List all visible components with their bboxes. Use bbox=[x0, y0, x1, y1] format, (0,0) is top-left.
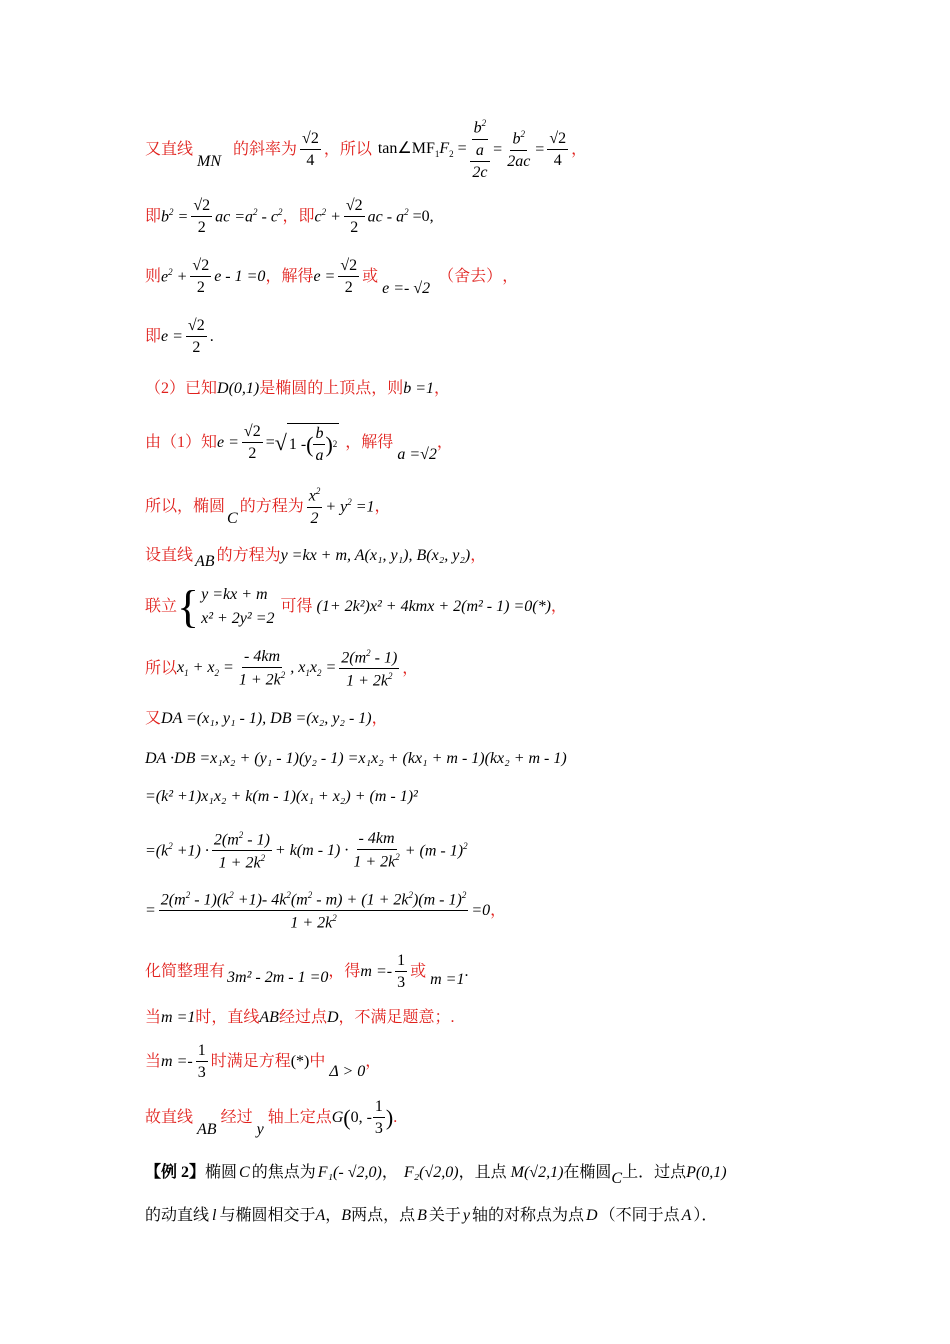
math: G bbox=[331, 1109, 344, 1126]
text: 上．过点 bbox=[622, 1164, 687, 1181]
text: ， bbox=[365, 1053, 382, 1070]
text: 所以，椭圆 bbox=[145, 498, 226, 515]
math: x² + 2y² =2 bbox=[201, 610, 275, 627]
math: C bbox=[611, 1170, 623, 1187]
text: 当 bbox=[145, 1009, 162, 1026]
line-case-m-third: 当 m =- $\frac{1}{3}$ 时满足方程 (*) 中 Δ > 0 ， bbox=[145, 1042, 382, 1081]
text: ，且点 bbox=[458, 1164, 507, 1181]
text: 化简整理有 bbox=[145, 963, 226, 980]
text: 椭圆 bbox=[205, 1164, 238, 1181]
math: y =kx + m bbox=[201, 586, 268, 603]
math: DA =(x₁, y₁ - 1), DB =(x₂, y₂ - 1) bbox=[161, 710, 372, 727]
fraction: $\frac{√2}{4}$ bbox=[302, 130, 319, 169]
line-part2 bbox=[145, 376, 450, 402]
text: 经过 bbox=[220, 1109, 253, 1126]
math: AB bbox=[259, 1009, 279, 1026]
line-combined: = $\frac{2(m^2 - 1)(k^2 +1)- 4k^2(m^2 - m) + (1 + 2k^2)(m - 1)^2}{1 + 2k^2}$ =0 ， bbox=[145, 889, 507, 932]
line-dot-product bbox=[145, 746, 567, 772]
text: 的方程为 bbox=[216, 547, 281, 564]
math: AB bbox=[195, 553, 215, 570]
math: l bbox=[212, 1207, 217, 1224]
math: D(0,1) bbox=[217, 380, 260, 397]
text: 故直线 bbox=[145, 1109, 194, 1126]
text: ， bbox=[434, 380, 451, 397]
text: 即 bbox=[145, 208, 162, 225]
fraction: $\frac{√2}{2}$ bbox=[192, 257, 210, 296]
math: y bbox=[462, 1207, 470, 1224]
text: 是椭圆的上顶点，则 bbox=[259, 380, 404, 397]
fraction: $\frac{b^2}{2ac}$ bbox=[507, 129, 531, 170]
math: MN bbox=[197, 153, 222, 170]
text: 在椭圆 bbox=[563, 1164, 612, 1181]
fraction: $\frac{√2}{2}$ bbox=[187, 317, 205, 356]
text: 与椭圆相交于 bbox=[219, 1207, 316, 1224]
fraction: $\frac{1}{3}$ bbox=[397, 952, 406, 991]
math: C bbox=[239, 1164, 250, 1181]
fraction: $\frac{x^2}{2}$ bbox=[308, 486, 321, 527]
math: D bbox=[326, 1009, 339, 1026]
math: =0, bbox=[412, 208, 434, 225]
math: (1+ 2k²)x² + 4kmx + 2(m² - 1) =0(*) bbox=[316, 598, 551, 615]
math: AB bbox=[197, 1121, 217, 1138]
line-e-equation: 则 $e^2$ + $\frac{√2}{2}$ e - 1 =0 ，解得 e = $\frac{√2}{2}$ 或 e =- √2 （舍去） ， bbox=[145, 257, 519, 297]
math: a =√2 bbox=[397, 446, 437, 463]
text: ， bbox=[381, 1164, 398, 1181]
text: 即 bbox=[145, 328, 162, 345]
text: 的方程为 bbox=[239, 498, 304, 515]
line-vieta: 所以 $x_1 + x_2$ = $\frac{- 4km}{1 + 2k^2}$ , $x_1x_2$ = $\frac{2(m^2 - 1)}{1 + 2k^2}$ ， bbox=[145, 647, 419, 690]
text: 关于 bbox=[428, 1207, 461, 1224]
text: 的动直线 bbox=[145, 1207, 210, 1224]
text: ， bbox=[371, 710, 388, 727]
math-text: tan∠MF bbox=[377, 139, 435, 157]
text: ，解得 bbox=[345, 434, 394, 451]
text: ， bbox=[470, 547, 487, 564]
line-ellipse-equation: 所以，椭圆 C 的方程为 $\frac{x^2}{2}$ + $y^2 =1$ ， bbox=[145, 486, 391, 527]
fraction: $\frac{2(m^2 - 1)}{1 + 2k^2}$ bbox=[213, 829, 270, 872]
fraction: $\frac{√2}{2}$ bbox=[193, 197, 211, 236]
math: F₁(- √2,0) bbox=[317, 1164, 382, 1181]
fraction: $\frac{√2}{2}$ bbox=[243, 423, 261, 462]
example-tag: 【例 2】 bbox=[145, 1164, 206, 1181]
math: e =- √2 bbox=[382, 280, 431, 297]
fraction: $\frac{- 4km}{1 + 2k^2}$ bbox=[238, 648, 286, 689]
math: 3m² - 2m - 1 =0 bbox=[227, 969, 329, 986]
math: $\tan\angle MF_1F_2$ = bbox=[377, 139, 467, 160]
text: 时，直线 bbox=[195, 1009, 260, 1026]
line-slope: 又直线 MN 的斜率为 $\frac{√2}{4}$ ，所以 $\tan\angle MF_1F_2$ = $\frac{\frac{b^2}{a}}{2c}$ = $\frac{b^2}{2ac}$ = $\frac{√2}{4}$ ， bbox=[145, 118, 588, 181]
math: m =1 bbox=[430, 971, 465, 988]
fraction: $\frac{\frac{b^2}{a}}{2c}$ bbox=[470, 119, 491, 180]
line-substitute: $=(k^2 +1)$ · $\frac{2(m^2 - 1)}{1 + 2k^2}$ + k(m - 1) · $\frac{- 4km}{1 + 2k^2}$ + (m - 1)$^2$ bbox=[145, 829, 468, 872]
text: 设直线 bbox=[145, 547, 194, 564]
line-conclusion: 故直线 AB 经过 y 轴上定点 G ( 0, - $\frac{1}{3}$ ) . bbox=[145, 1098, 398, 1138]
text: 经过点 bbox=[278, 1009, 327, 1026]
text: 的斜率为 bbox=[233, 141, 298, 158]
fraction: $\frac{1}{3}$ bbox=[197, 1042, 206, 1081]
text: ， bbox=[325, 1207, 342, 1224]
math: y bbox=[256, 1121, 264, 1138]
math: Δ > 0 bbox=[329, 1063, 366, 1080]
text: ， bbox=[402, 660, 419, 677]
text: . bbox=[393, 1109, 398, 1126]
math: =(k² +1)x₁x₂ + k(m - 1)(x₁ + x₂) + (m - 1)² bbox=[145, 788, 418, 805]
line-case-m1 bbox=[145, 1005, 455, 1031]
math: . bbox=[209, 328, 214, 345]
math: C bbox=[227, 510, 238, 527]
text: ， bbox=[571, 141, 588, 158]
text: 或 bbox=[410, 963, 427, 980]
text: ， bbox=[550, 598, 567, 615]
text: ， bbox=[374, 498, 391, 515]
example-2-line-2 bbox=[145, 1203, 717, 1229]
text: ，即 bbox=[282, 208, 315, 225]
math: =0 bbox=[471, 902, 491, 919]
text: 可得 bbox=[280, 598, 313, 615]
text: 时满足方程 bbox=[210, 1053, 291, 1070]
text: ， bbox=[490, 902, 507, 919]
text: 两点，点 bbox=[351, 1207, 416, 1224]
line-system: 联立 { y =kx + m x² + 2y² =2 可得 (1+ 2k²)x² + 4kmx + 2(m² - 1) =0(*) ， bbox=[145, 581, 567, 632]
line-solve-a: 由（1）知 e = $\frac{√2}{2}$ = √ 1 - ( $\frac{b}{a}$ ) 2 ，解得 a =√2 ， bbox=[145, 423, 453, 464]
math: DA ·DB =x₁x₂ + (y₁ - 1)(y₂ - 1) =x₁x₂ + (kx₁ + m - 1)(kx₂ + m - 1) bbox=[145, 750, 567, 767]
line-e-result: 即 e = $\frac{√2}{2}$ . bbox=[145, 317, 214, 356]
text: ，所以 bbox=[323, 141, 372, 158]
text: 又直线 bbox=[145, 141, 194, 158]
text: ， bbox=[502, 268, 519, 285]
math: B bbox=[341, 1207, 352, 1224]
text: 中 bbox=[309, 1053, 326, 1070]
text: 所以 bbox=[145, 660, 178, 677]
line-set-ab bbox=[145, 543, 486, 569]
fraction: $\frac{√2}{4}$ bbox=[549, 130, 567, 169]
math: (*) bbox=[290, 1053, 310, 1070]
math: . bbox=[464, 963, 469, 980]
math: b =1 bbox=[403, 380, 435, 397]
fraction: $\frac{2(m^2 - 1)}{1 + 2k^2}$ bbox=[341, 647, 398, 690]
text: ， bbox=[436, 434, 453, 451]
text: 的焦点为 bbox=[251, 1164, 316, 1181]
text: 由（1）知 bbox=[145, 434, 218, 451]
text: ）． bbox=[693, 1207, 718, 1224]
fraction: $\frac{√2}{2}$ bbox=[340, 257, 358, 296]
math: A bbox=[315, 1207, 326, 1224]
math: m =1 bbox=[161, 1009, 196, 1026]
text: （不同于点 bbox=[599, 1207, 680, 1224]
math: A bbox=[681, 1207, 692, 1224]
line-b-squared: 即 $b^2$ = $\frac{√2}{2}$ ac $=a^2 - c^2$ ，即 $c^2$ + $\frac{√2}{2}$ ac - $a^2$ =0, bbox=[145, 197, 434, 236]
fraction: $\frac{√2}{2}$ bbox=[345, 197, 363, 236]
text: ，解得 bbox=[265, 268, 314, 285]
text: 联立 bbox=[145, 598, 178, 615]
math: y =kx + m, A(x₁, y₁), B(x₂, y₂) bbox=[280, 547, 471, 564]
line-simplify: 化简整理有 3m² - 2m - 1 =0 ，得 m =- $\frac{1}{3}$ 或 m =1 . bbox=[145, 952, 469, 991]
fraction: $\frac{2(m^2 - 1)(k^2 +1)- 4k^2(m^2 - m) + (1 + 2k^2)(m - 1)^2}{1 + 2k^2}$ bbox=[160, 889, 467, 932]
sqrt-expression: √ 1 - ( $\frac{b}{a}$ ) 2 bbox=[274, 424, 338, 464]
text: ，得 bbox=[328, 963, 361, 980]
math: D bbox=[586, 1207, 598, 1224]
math: B bbox=[417, 1207, 427, 1224]
text: 则 bbox=[145, 268, 162, 285]
line-expand bbox=[145, 784, 418, 810]
text: 轴上定点 bbox=[267, 1109, 332, 1126]
text: 又 bbox=[145, 710, 162, 727]
line-vectors bbox=[145, 706, 388, 732]
equation-system bbox=[201, 587, 274, 627]
math: F₂(√2,0) bbox=[403, 1164, 459, 1181]
text: （舍去） bbox=[438, 268, 503, 285]
text: 轴的对称点为点 bbox=[471, 1207, 584, 1224]
text: 或 bbox=[362, 268, 379, 285]
text: （2）已知 bbox=[145, 380, 218, 397]
math: P(0,1) bbox=[686, 1164, 727, 1181]
math: M(√2,1) bbox=[510, 1164, 564, 1181]
text: ，不满足题意；. bbox=[338, 1009, 455, 1026]
text: 当 bbox=[145, 1053, 162, 1070]
math: e - 1 =0 bbox=[214, 268, 266, 285]
example-2-line-1 bbox=[145, 1160, 727, 1186]
fraction: $\frac{- 4km}{1 + 2k^2}$ bbox=[353, 830, 400, 871]
